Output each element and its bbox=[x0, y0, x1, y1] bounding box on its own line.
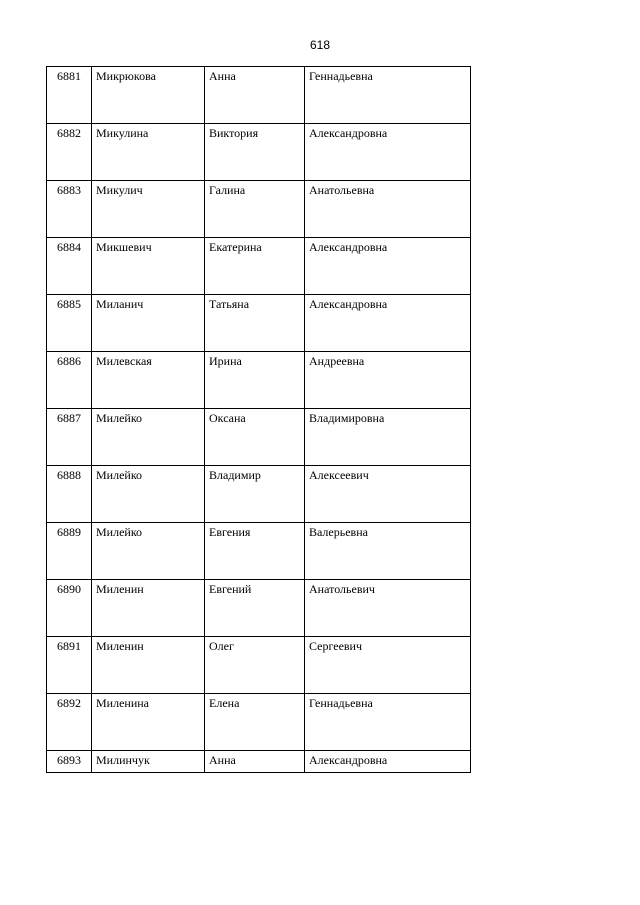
name-cell: Евгения bbox=[205, 523, 305, 580]
table-row bbox=[47, 409, 471, 466]
name-cell: Галина bbox=[205, 181, 305, 238]
row-number: 6884 bbox=[47, 238, 92, 295]
table-row bbox=[47, 352, 471, 409]
surname-cell: Микрюкова bbox=[92, 67, 205, 124]
row-number: 6887 bbox=[47, 409, 92, 466]
table-row bbox=[47, 580, 471, 637]
table-row bbox=[47, 295, 471, 352]
row-number: 6882 bbox=[47, 124, 92, 181]
row-number: 6889 bbox=[47, 523, 92, 580]
name-cell: Евгений bbox=[205, 580, 305, 637]
patronymic-cell: Валерьевна bbox=[305, 523, 471, 580]
patronymic-cell: Александровна bbox=[305, 295, 471, 352]
table-row bbox=[47, 238, 471, 295]
surname-cell: Микулич bbox=[92, 181, 205, 238]
table-row bbox=[47, 751, 471, 773]
name-cell: Татьяна bbox=[205, 295, 305, 352]
row-number: 6891 bbox=[47, 637, 92, 694]
patronymic-cell: Александровна bbox=[305, 751, 471, 773]
patronymic-cell: Александровна bbox=[305, 238, 471, 295]
row-number: 6886 bbox=[47, 352, 92, 409]
surname-cell: Милинчук bbox=[92, 751, 205, 773]
table-row bbox=[47, 694, 471, 751]
surname-cell: Миленин bbox=[92, 637, 205, 694]
surname-cell: Милейко bbox=[92, 523, 205, 580]
surname-cell: Микулина bbox=[92, 124, 205, 181]
patronymic-cell: Анатольевич bbox=[305, 580, 471, 637]
patronymic-cell: Геннадьевна bbox=[305, 694, 471, 751]
roster-table bbox=[46, 66, 471, 773]
table-row bbox=[47, 67, 471, 124]
patronymic-cell: Алексеевич bbox=[305, 466, 471, 523]
name-cell: Елена bbox=[205, 694, 305, 751]
name-cell: Анна bbox=[205, 751, 305, 773]
roster-body bbox=[47, 67, 471, 773]
surname-cell: Милейко bbox=[92, 466, 205, 523]
row-number: 6888 bbox=[47, 466, 92, 523]
row-number: 6885 bbox=[47, 295, 92, 352]
row-number: 6892 bbox=[47, 694, 92, 751]
patronymic-cell: Александровна bbox=[305, 124, 471, 181]
table-row bbox=[47, 124, 471, 181]
row-number: 6881 bbox=[47, 67, 92, 124]
patronymic-cell: Владимировна bbox=[305, 409, 471, 466]
table-row bbox=[47, 523, 471, 580]
patronymic-cell: Сергеевич bbox=[305, 637, 471, 694]
name-cell: Владимир bbox=[205, 466, 305, 523]
row-number: 6890 bbox=[47, 580, 92, 637]
row-number: 6883 bbox=[47, 181, 92, 238]
surname-cell: Милейко bbox=[92, 409, 205, 466]
surname-cell: Миленин bbox=[92, 580, 205, 637]
patronymic-cell: Геннадьевна bbox=[305, 67, 471, 124]
patronymic-cell: Андреевна bbox=[305, 352, 471, 409]
surname-cell: Миленина bbox=[92, 694, 205, 751]
page-number: 618 bbox=[309, 38, 331, 52]
name-cell: Виктория bbox=[205, 124, 305, 181]
name-cell: Анна bbox=[205, 67, 305, 124]
name-cell: Ирина bbox=[205, 352, 305, 409]
patronymic-cell: Анатольевна bbox=[305, 181, 471, 238]
name-cell: Екатерина bbox=[205, 238, 305, 295]
row-number: 6893 bbox=[47, 751, 92, 773]
table-row bbox=[47, 637, 471, 694]
surname-cell: Миланич bbox=[92, 295, 205, 352]
name-cell: Олег bbox=[205, 637, 305, 694]
name-cell: Оксана bbox=[205, 409, 305, 466]
table-row bbox=[47, 466, 471, 523]
surname-cell: Микшевич bbox=[92, 238, 205, 295]
table-row bbox=[47, 181, 471, 238]
surname-cell: Милевская bbox=[92, 352, 205, 409]
